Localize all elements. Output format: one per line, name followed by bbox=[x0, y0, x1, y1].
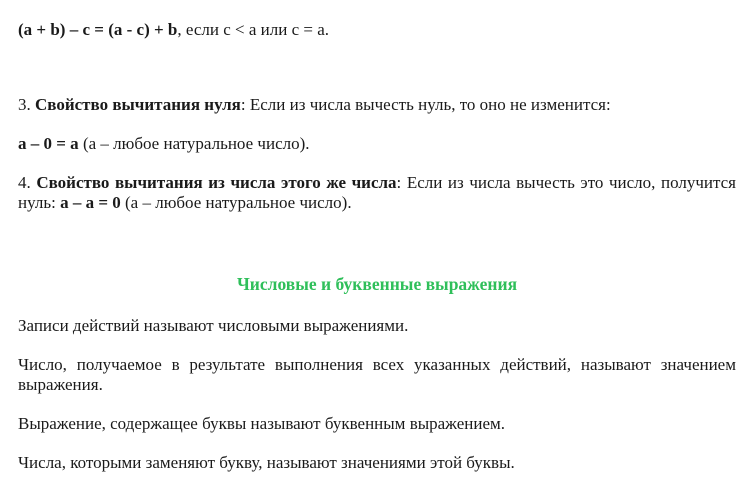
property-3-formula bbox=[18, 134, 736, 154]
formula-line bbox=[18, 20, 736, 40]
property-3-text: : Если из числа вычесть нуль, то оно не изменится: bbox=[240, 95, 611, 114]
formula-text: (a + b) – c = (a - c) + b bbox=[18, 20, 178, 39]
paragraph-2: Число, получаемое в результате выполнения всех указанных действий, называют значением выражения. bbox=[18, 355, 736, 394]
paragraph-3: Выражение, содержащее буквы называют буквенным выражением. bbox=[18, 414, 505, 433]
property-4 bbox=[18, 173, 736, 213]
property-3 bbox=[18, 95, 736, 115]
property-4-text: : Если из числа вычесть это число, получится нуль: bbox=[18, 173, 736, 212]
property-4-note: (a – любое натуральное число). bbox=[120, 193, 352, 212]
property-4-title: Свойство вычитания из числа этого же числа bbox=[36, 173, 397, 192]
section-heading: Числовые и буквенные выражения bbox=[236, 274, 518, 294]
property-3-formula-note: (a – любое натуральное число). bbox=[78, 134, 310, 153]
property-4-number: 4. bbox=[18, 173, 37, 192]
paragraph-4: Числа, которыми заменяют букву, называют значениями этой буквы. bbox=[18, 453, 515, 472]
property-3-number: 3. bbox=[18, 95, 35, 114]
formula-condition: , если c < a или c = a. bbox=[177, 20, 330, 39]
paragraph-1: Записи действий называют числовыми выражениями. bbox=[18, 316, 409, 335]
property-3-formula-text: a – 0 = a bbox=[18, 134, 79, 153]
property-4-formula: a – a = 0 bbox=[60, 193, 121, 212]
property-3-title: Свойство вычитания нуля bbox=[35, 95, 241, 114]
